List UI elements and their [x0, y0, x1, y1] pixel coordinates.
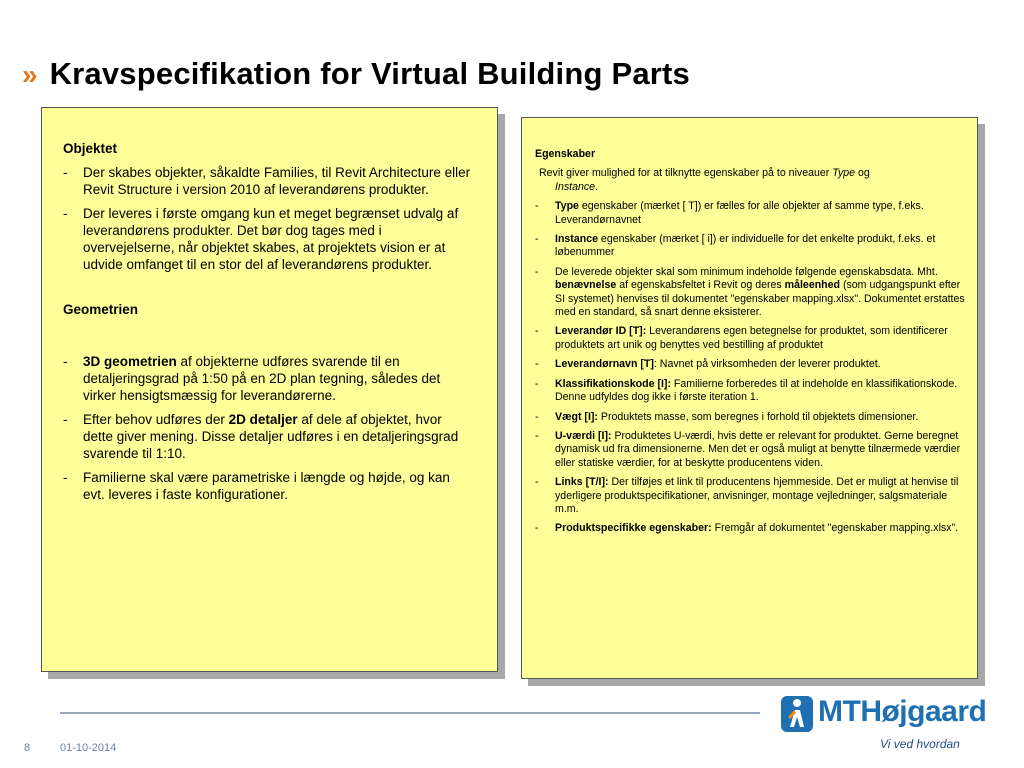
- property-text: Fremgår af dokumentet "egenskaber mapping.xlsx".: [711, 522, 959, 535]
- dash-bullet: -: [535, 522, 539, 535]
- dash-bullet: -: [535, 410, 539, 423]
- property-term: Vægt [I]:: [555, 410, 598, 423]
- section-title-objektet: Objektet: [63, 141, 118, 156]
- slide-title-row: [22, 56, 690, 92]
- property-term: Leverandør ID [T]:: [555, 325, 647, 338]
- property-term: Links [T/I]:: [555, 476, 609, 489]
- objektet-list: [63, 164, 475, 273]
- dash-bullet: -: [535, 476, 539, 489]
- property-term: Instance: [555, 233, 598, 246]
- list-item: [535, 378, 967, 405]
- chevron-icon: »: [22, 59, 38, 90]
- dash-bullet: -: [535, 325, 539, 338]
- property-text: Produktets masse, som beregnes i forhold til objektets dimensioner.: [597, 410, 919, 423]
- list-item: [535, 358, 967, 371]
- list-item-text: af objekterne udføres svarende til en detaljeringsgrad på 1:50 på en 2D plan tegning, således det virker hensigtsmæssig for leverandørerne.: [83, 354, 441, 403]
- person-logo-icon: [780, 693, 814, 735]
- list-item: [535, 266, 967, 320]
- term-2d-detaljer: 2D detaljer: [228, 412, 298, 427]
- list-item-text: af dele af objektet, hvor dette giver mening. Disse detaljer udføres i en detaljeringsgrad svarende til 1:10.: [83, 412, 459, 461]
- list-item: [63, 469, 475, 503]
- property-text: egenskaber (mærket [ T]) er fælles for alle objekter af samme type, f.eks. Leverandørnavnet: [555, 200, 924, 226]
- intro-text: .: [595, 180, 599, 193]
- egenskaber-intro: [535, 167, 967, 194]
- property-text: Der tilføjes et link til producentens hjemmeside. Det er muligt at henvise til yderligere produktspecifikationer, anvisninger, montage vejledninger, salgsmateriale m.m.: [555, 476, 959, 515]
- property-text: (som udgangspunkt efter SI systemet) henvises til dokumentet "egenskaber mapping.xlsx". Dokumentet erstattes med en standard, så snart denne eksisterer.: [555, 279, 965, 319]
- slide-date: 01-10-2014: [60, 742, 117, 754]
- property-text: : Navnet på virksomheden der leverer produktet.: [653, 358, 881, 371]
- page-number: 8: [24, 742, 31, 754]
- property-text: Leverandørens egen betegnelse for produktet, som identificerer produktets art unik og benyttes ved bestilling af produktet: [555, 325, 948, 351]
- property-text: Familierne forberedes til at indeholde en klassifikationskode. Denne udfyldes dog ikke i første iteration 1.: [555, 377, 958, 404]
- dash-bullet: -: [63, 165, 68, 180]
- list-item: [535, 430, 967, 470]
- footer-divider: [60, 712, 760, 714]
- section-title-geometrien: Geometrien: [63, 302, 139, 317]
- dash-bullet: -: [535, 377, 539, 390]
- list-item: [63, 353, 475, 404]
- slide-title: Kravspecifikation for Virtual Building Parts: [49, 56, 691, 91]
- property-text: egenskaber (mærket [ i]) er individuelle for det enkelte produkt, f.eks. et løbenummer: [555, 233, 936, 259]
- property-term: Klassifikationskode [I]:: [555, 377, 671, 390]
- list-item: [63, 205, 475, 273]
- dash-bullet: -: [535, 265, 539, 278]
- egenskaber-list: [535, 200, 967, 536]
- list-item: [535, 200, 967, 227]
- dash-bullet: -: [535, 200, 539, 213]
- list-item: [535, 411, 967, 424]
- geometrien-list: [63, 353, 475, 503]
- section-title-egenskaber: Egenskaber: [535, 148, 596, 160]
- property-text: De leverede objekter skal som minimum indeholde følgende egenskabsdata. Mht.: [555, 265, 938, 278]
- dash-bullet: -: [63, 412, 68, 427]
- list-item: [63, 411, 475, 462]
- list-item-text: Der skabes objekter, såkaldte Families, til Revit Architecture eller Revit Structure i version 2010 af leverandørens produkter.: [83, 165, 471, 197]
- property-term: måleenhed: [784, 279, 841, 292]
- list-item: [535, 233, 967, 260]
- intro-text: og: [855, 167, 870, 180]
- logo-tagline: Vi ved hvordan: [880, 737, 960, 751]
- property-term: benævnelse: [555, 279, 617, 292]
- list-item: [535, 476, 967, 516]
- dash-bullet: -: [63, 470, 68, 485]
- property-term: U-værdi [I]:: [555, 429, 612, 442]
- list-item-text: Der leveres i første omgang kun et meget begrænset udvalg af leverandørens produkter. Det bør dog tages med i overvejelserne, når objektet skabes, at projektets vision er at udvide omfanget til en stor del af leverandørens produkter.: [83, 206, 459, 272]
- list-item: [63, 164, 475, 198]
- dash-bullet: -: [63, 206, 68, 221]
- list-item: [535, 522, 967, 535]
- property-term: Type: [555, 200, 579, 213]
- company-logo: [780, 693, 987, 753]
- logo-wordmark: MTHøjgaard: [818, 695, 987, 728]
- property-term: Leverandørnavn [T]: [555, 358, 654, 371]
- property-term: Produktspecifikke egenskaber:: [555, 522, 712, 535]
- intro-text: Revit giver mulighed for at tilknytte egenskaber på to niveauer: [539, 167, 833, 180]
- list-item-text: Familierne skal være parametriske i længde og højde, og kan evt. leveres i faste konfigurationer.: [83, 470, 450, 502]
- left-text-box: [41, 107, 498, 672]
- dash-bullet: -: [63, 354, 68, 369]
- dash-bullet: -: [535, 429, 539, 442]
- property-text: af egenskabsfeltet i Revit og deres: [616, 279, 785, 292]
- dash-bullet: -: [535, 358, 539, 371]
- list-item: [535, 325, 967, 352]
- term-3d-geometrien: 3D geometrien: [83, 354, 177, 369]
- intro-instance: Instance: [555, 180, 596, 193]
- right-text-box: [521, 117, 978, 679]
- property-text: Produktetes U-værdi, hvis dette er relevant for produktet. Gerne beregnet dynamisk ud fra dimensionerne. Men det er også muligt at benytte tilnærmede værdier eller statiske værdier, for at beskytte producentens viden.: [555, 429, 961, 469]
- dash-bullet: -: [535, 233, 539, 246]
- list-item-text: Efter behov udføres der: [83, 412, 229, 427]
- intro-type: Type: [832, 167, 856, 180]
